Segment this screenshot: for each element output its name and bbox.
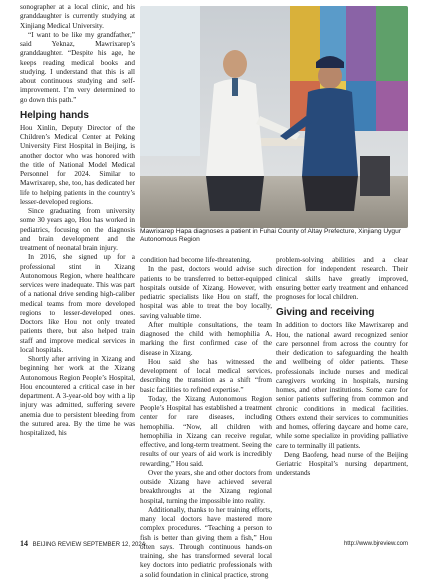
- paragraph: Deng Baofeng, head nurse of the Beijing Geriatric Hospital’s nursing department, understands: [276, 450, 408, 478]
- article-photo: [140, 6, 408, 228]
- publication-name: BEIJING REVIEW SEPTEMBER 12, 2024: [32, 542, 146, 548]
- paragraph: Since graduating from university some 30 years ago, Hou has worked in pediatrics, focusing on the diagnosis and brain development and the treatment of neonatal brain injury.: [20, 207, 135, 252]
- paragraph: In 2016, she signed up for a professional stint in Xizang Autonomous Region, where healthcare services were inadequate. This was part of a national drive sending high-caliber medical teams from more developed regions to lesser-developed ones. Doctors like Hou not only treated patients there, but also helped train staff and improve medical services in local hospitals.: [20, 253, 135, 354]
- section-heading-giving-and-receiving: Giving and receiving: [276, 307, 375, 319]
- photo-caption: Mawrixarep Hapa diagnoses a patient in Fuhai County of Altay Prefecture, Xinjiang Uygur Autonomous Region: [140, 228, 401, 244]
- paragraph: Hou said she has witnessed the development of local medical services, describing the transition as a shift “from basic facilities to refined expertise.”: [140, 357, 272, 394]
- paragraph: Hou Xinlin, Deputy Director of the Children’s Medical Center at Peking University First Hospital in Beijing, is another doctor who was honored with the title of National Model Medical Personnel for 2024. Similar to Mawrixarep, she, too, has dedicated her life to helping patients in the country’s lesser-developed regions.: [20, 123, 135, 206]
- paragraph: Shortly after arriving in Xizang and beginning her work at the Xizang Autonomous Region People’s Hospital, Hou encountered a critical case in her department. A 3-year-old boy with a lip injury was admitted, suffering severe anemia due to persistent bleeding from the sutured area. By the time he was hospitalized, his: [20, 355, 135, 437]
- col1-after: [20, 124, 135, 439]
- paragraph: condition had become life-threatening.: [140, 256, 252, 264]
- paragraph: Today, the Xizang Autonomous Region People’s Hospital has established a treatment center for rare diseases, including hemophilia. “Now, all children with hemophilia in Xizang can receive regular, effective, and long-term treatment. Seeing the results of our years of aid work is incredibly rewarding,” Hou said.: [140, 394, 272, 468]
- paragraph: “I want to be like my grandfather,” said Yeknaz, Mawrixarep’s granddaughter. “Despite his age, he keeps reading medical books and studying. I understand that this is all about continuous studying and self-improvement. I’m very determined to go down this path.”: [20, 30, 135, 104]
- article-column-3: [276, 256, 408, 479]
- website-link[interactable]: http://www.bjreview.com: [343, 541, 408, 547]
- paragraph: Additionally, thanks to her training efforts, many local doctors have mastered more complex procedures. “Teaching a person to fish is better than giving them a fish,” Hou often says. Through continuous hands-on training, she has transformed several local key doctors into pediatric professionals with a solid foundation in clinical practice, strong: [140, 505, 272, 579]
- paragraph: problem-solving abilities and a clear direction for independent research. Their clinical skills have greatly improved, ensuring better early treatment and enhanced prognoses for local children.: [276, 256, 408, 301]
- page-footer: [20, 539, 408, 549]
- article-column-2: [140, 256, 272, 580]
- paragraph: Over the years, she and other doctors from outside Xizang have achieved several breakthroughs at the Xizang regional hospital, turning the impossible into reality.: [140, 468, 272, 505]
- paragraph: sonographer at a local clinic, and his granddaughter is currently studying at Xinjiang Medical University.: [20, 3, 135, 30]
- paragraph: In addition to doctors like Mawrixarep and Hou, the national award recognized senior care personnel from across the country for their dedication to safeguarding the health and wellbeing of older patients. These professionals include nurses and medical caregivers working in hospitals, nursing homes, and other institutions. Some care for senior patients suffering from common and chronic conditions in medical facilities. Others extend their services to communities and homes, offering daycare and home care, while some specialize in providing palliative care to terminally ill patients.: [276, 321, 408, 450]
- photo-illustration: [140, 6, 408, 228]
- article-column-1: [20, 3, 135, 438]
- section-heading-helping-hands: Helping hands: [20, 109, 89, 121]
- paragraph: In the past, doctors would advise such patients to be transferred to better-equipped hospitals outside of Xizang. However, with pediatric specialists like Hou on staff, the hospital was able to treat the boy locally, saving valuable time.: [140, 265, 272, 320]
- col1-before: [20, 3, 135, 105]
- paragraph: After multiple consultations, the team diagnosed the child with hemophilia A, marking the first confirmed case of the disease in Xizang.: [140, 320, 272, 357]
- page-number: 14: [20, 539, 28, 548]
